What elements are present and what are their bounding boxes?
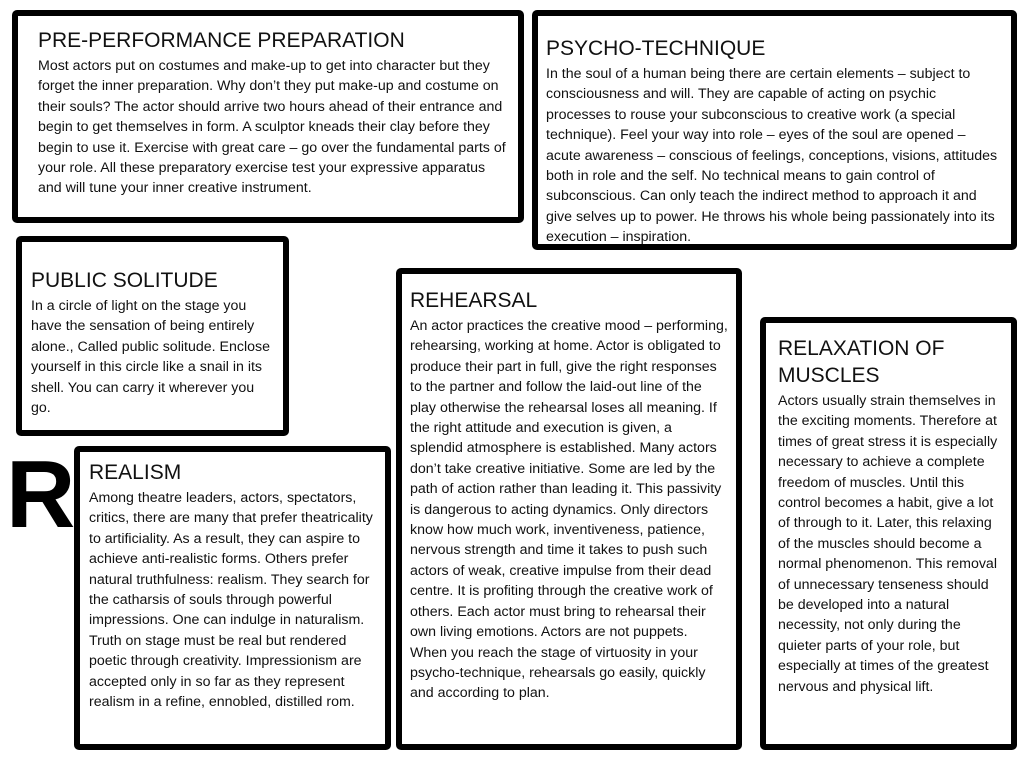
card-body: An actor practices the creative mood – performing, rehearsing, working at home. Actor is obligated to produce their part in full, give the right responses to the partner and follow the laid-out line of the play otherwise the rehearsal loses all meaning. If the right attitude and execution is given, a splendid atmosphere is established. Many actors don’t take creative initiative. Some are led by the path of action rather than leading it. This passivity is dangerous to acting dynamics. Only directors know how much work, inventiveness, patience, nervous strength and time it takes to push such actors of weak, creative impulse from their dead centre. It is profiting through the creative work of others. Each actor must bring to rehearsal their own living emotions. Actors are not puppets. When you reach the stage of virtuosity in your psycho-technique, rehearsals go easily, quickly and according to plan.	[410, 318, 728, 702]
card-title: REHEARSAL	[410, 289, 538, 312]
card-public-solitude	[16, 236, 289, 436]
card-pre-performance-preparation	[12, 10, 524, 223]
card-title: PSYCHO-TECHNIQUE	[546, 37, 766, 60]
card-title: REALISM	[89, 461, 182, 484]
card-title: PRE-PERFORMANCE PREPARATION	[38, 29, 405, 52]
card-title: PUBLIC SOLITUDE	[31, 269, 218, 292]
card-rehearsal	[396, 268, 742, 750]
card-body: Most actors put on costumes and make-up to get into character but they forget the inner preparation. Why don’t they put make-up and costume on their souls? The actor should arrive two hours ahead of their entrance and begin to get themselves in form. A sculptor kneads their clay before they begin to use it. Exercise with great care – go over the fundamental parts of your role. All these preparatory exercise test your expressive apparatus and will tune your inner creative instrument.	[38, 58, 506, 197]
card-body: Actors usually strain themselves in the exciting moments. Therefore at times of great stress it is especially necessary to achieve a complete freedom of muscles. Until this control becomes a habit, give a lot of through to it. Later, this relaxing of the muscles should become a normal phenomenon. This removal of unnecessary tenseness should be developed into a natural necessity, not only during the quieter parts of your role, but especially at times of the greatest nervous and physical lift.	[778, 393, 998, 695]
card-psycho-technique	[532, 10, 1017, 250]
card-relaxation-of-muscles	[760, 317, 1017, 750]
big-letter: R	[6, 441, 76, 548]
card-title: RELAXATION OF MUSCLES	[778, 337, 945, 387]
card-realism	[74, 446, 391, 750]
card-body: In a circle of light on the stage you have the sensation of being entirely alone., Called public solitude. Enclose yourself in this circle like a snail in its shell. You can carry it wherever you go.	[31, 298, 270, 417]
card-body: In the soul of a human being there are certain elements – subject to consciousness and will. They are capable of acting on psychic processes to rouse your subconscious to creative work (a special technique). Feel your way into role – eyes of the soul are opened – acute awareness – conscious of feelings, conceptions, visions, attitudes both in role and the self. No technical means to gain control of subconscious. Can only teach the indirect method to approach it and give selves up to power. He throws his whole being passionately into its execution – inspiration.	[546, 66, 998, 246]
card-body: Among theatre leaders, actors, spectators, critics, there are many that prefer theatricality to artificiality. As a result, they can aspire to achieve anti-realistic forms. Others prefer natural truthfulness: realism. They search for the catharsis of souls through powerful impressions. One can indulge in naturalism. Truth on stage must be real but rendered poetic through creativity. Impressionism are accepted only in so far as they represent realism in a refine, ennobled, distilled rom.	[89, 490, 373, 711]
